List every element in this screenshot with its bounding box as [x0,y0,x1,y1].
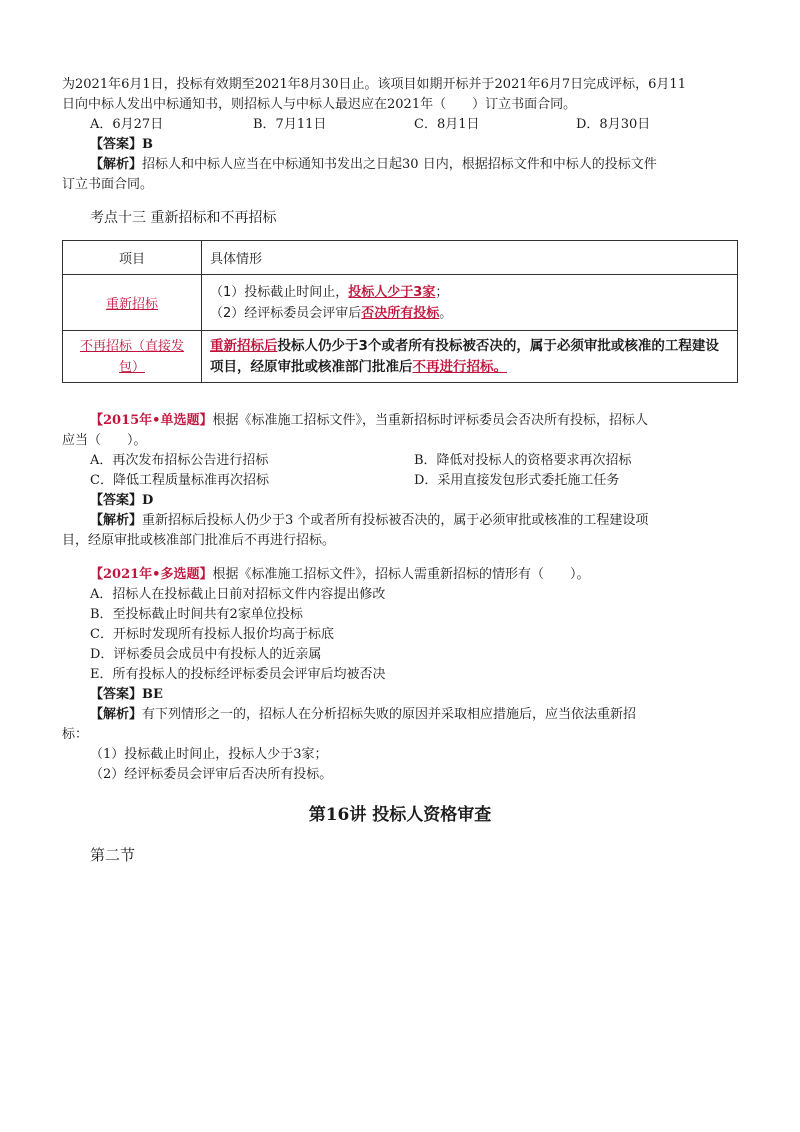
table-row [63,275,738,331]
row1-l1-pre: （1）投标截止时间止， [210,284,349,300]
q3-answer: 【答案】BE [90,687,163,702]
q2-stem-line2: 应当（ ）。 [62,433,147,448]
q2-stem-line1 [90,412,648,430]
q3-analysis-label: 【解析】 [90,707,143,722]
row1-l2-emphasis: 否决所有投标 [361,305,440,321]
q3-option-d: D．评标委员会成员中有投标人的近亲属 [90,647,322,662]
section-title: 考点十三 重新招标和不再招标 [90,210,277,226]
q1-analysis-text: 招标人和中标人应当在中标通知书发出之日起30 日内，根据招标文件和中标人的投标文件 [142,157,657,172]
row1-l1-emphasis: 投标人少于3家 [348,284,436,300]
q3-point-1: （1）投标截止时间止，投标人少于3家； [90,747,328,762]
q2-analysis-line1 [90,512,648,530]
table-row2-name [63,331,202,383]
q3-analysis-line2: 标： [62,727,89,742]
table-row1-detail [202,275,738,331]
table-header-item: 项目 [63,241,202,275]
q2-option-d: D．采用直接发包形式委托施工任务 [414,473,620,488]
table-header-row [63,241,738,275]
row1-l2-post: 。 [439,305,453,321]
q3-analysis-text: 有下列情形之一的，招标人在分析招标失败的原因并采取相应措施后，应当依法重新招 [142,707,637,722]
rebid-table [62,240,738,383]
q1-option-c: C．8月1日 [414,117,480,132]
row2-emphasis-start: 重新招标后 [210,337,278,354]
q1-stem-line2: 日向中标人发出中标通知书，则招标人与中标人最迟应在2021年（ ）订立书面合同。 [62,97,577,112]
q3-point-2: （2）经评标委员会评审后否决所有投标。 [90,767,333,782]
q1-option-d: D．8月30日 [576,117,651,132]
q2-analysis-text: 重新招标后投标人仍少于3 个或者所有投标被否决的，属于必须审批或核准的工程建设项 [142,513,649,528]
row1-l1-post: ； [435,284,449,300]
q2-option-a: A．再次发布招标公告进行招标 [90,453,269,468]
row1-l2-pre: （2）经评标委员会评审后 [210,305,362,321]
q3-analysis-line1 [90,706,636,724]
section-footer: 第二节 [90,846,136,864]
q1-option-a: A．6月27日 [90,117,164,132]
q3-option-c: C．开标时发现所有投标人报价均高于标底 [90,627,334,642]
q1-option-b: B．7月11日 [253,117,327,132]
row2-emphasis-end: 不再进行招标。 [412,358,507,375]
q1-stem-line1: 为2021年6月1日，投标有效期至2021年8月30日止。该项目如期开标并于2021年6月7日完成评标，6月11 [62,77,686,92]
q3-option-b: B．至投标截止时间共有2家单位投标 [90,607,303,622]
row2-body: 投标人仍少于3个或者所有投标被否决的，属于必须审批或核准的工程建设项目，经原审批或核准部门批准后 [210,337,719,375]
q2-analysis-line2: 目，经原审批或核准部门批准后不再进行招标。 [62,533,336,548]
q2-option-b: B．降低对投标人的资格要求再次招标 [414,453,632,468]
q1-analysis-line2: 订立书面合同。 [62,177,154,192]
q2-stem-text: 根据《标准施工招标文件》，当重新招标时评标委员会否决所有投标，招标人 [212,413,649,428]
q3-stem-text: 根据《标准施工招标文件》，招标人需重新招标的情形有（ ）。 [212,567,590,582]
q3-tag: 【2021年•多选题】 [90,567,213,582]
row2-name-text: 不再招标（直接发包） [79,338,184,375]
q2-option-c: C．降低工程质量标准再次招标 [90,473,269,488]
table-row2-detail [202,331,738,383]
row1-line2 [210,303,729,324]
table-row [63,331,738,383]
q1-answer: 【答案】B [90,137,153,152]
q1-analysis-label: 【解析】 [90,157,143,172]
lecture-title: 第16讲 投标人资格审查 [308,805,492,825]
table-header-detail: 具体情形 [202,241,738,275]
q2-answer: 【答案】D [90,493,154,508]
q3-option-a: A．招标人在投标截止日前对招标文件内容提出修改 [90,587,386,602]
q3-option-e: E．所有投标人的投标经评标委员会评审后均被否决 [90,667,386,682]
q2-analysis-label: 【解析】 [90,513,143,528]
q2-tag: 【2015年•单选题】 [90,413,213,428]
q1-analysis-line1 [90,156,657,174]
q3-stem [90,566,590,584]
row1-line1 [210,282,729,303]
row1-name-text: 重新招标 [105,297,158,312]
table-row1-name [63,275,202,331]
